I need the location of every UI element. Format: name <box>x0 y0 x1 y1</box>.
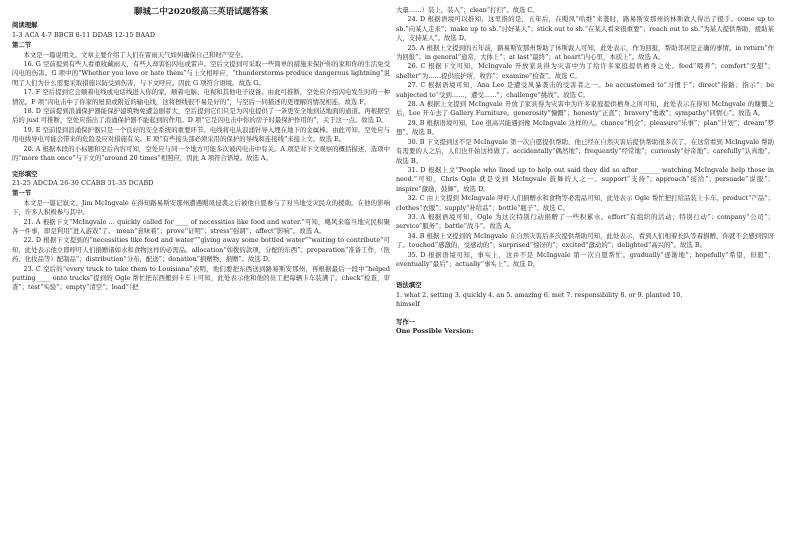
page-title: 聊城二中2020级高三英语试题答案 <box>133 7 269 17</box>
left-column <box>12 6 390 293</box>
reading-explanation-19: 19. E 空前提到浪涌保护器只是一个良好的安全系统的重要环节。电线将电从浪涌针导入埋在地下的金属棒。由此可知，空处应与用电线导电可能会带来的危险及应对措施有关。E 项“有些接头部必须采用的保护的导线和连接线”来接上文。故选 E。 <box>12 125 390 144</box>
part2-heading: 第二节 <box>12 41 32 50</box>
cloze-explanation-23-continued: 大量……）装上，装入”；clean“打扫”。故选 C。 <box>396 6 539 14</box>
reading-explanation-18: 18. D 空前提到浪涌保护器能保护建筑物免遭急剧者大，空后提到它们只是为闪电提供了一条更安全地到达地面的通道。再根据空后的 just 可推断，空处应指出了浪涌保护器不能起到的作用。D 项“它是闪电击中你的房子时最保护作用的”，关于这一点。故选 D。 <box>12 107 390 125</box>
reading-explanation-20: 20. A 根据本段的小标题和空后内容可知，空处应与同一个地方可能多次被闪电击中有关。A 项是对下文观察的概括描述，选项中的“more than once”与下文的“around 20 times”相照应，因此 A 项符合语境。故选 A。 <box>12 144 390 163</box>
reading-answers: 1-3 ACA 4-7 BBCB 8-11 DDAB 12-15 BAAD <box>12 30 156 39</box>
cloze-explanation-31: 31. D 根据上文“People who lined up to help out said they did so after ______ watching McIngvale help those in need.”可知，Chris Ogle 就是受到 McIngvale 鼓舞的人之一。support“支持”；approach“接洽”；persuade“说服”；inspire“激励，鼓舞”。故选 D。 <box>396 165 774 193</box>
cloze-explanation-30: 30. B 下文提到这不是 McIngvale 第一次自愿提供帮助，他已经在自然灾害后提供帮助很多次了。在这常看到 McIngvale 帮助有需要的人之后，人们也开始这样做了。accidentally“偶然地”；frequently“经常地”；curiously“好奇地”；carefully“认真地”。故选 B。 <box>396 137 774 165</box>
section-reading-heading: 阅读理解 <box>12 21 38 30</box>
section-cloze-heading: 完形填空 <box>12 169 38 178</box>
cloze-explanation-21: 21. A 根据下文“McIngvale … quickly called for ____ of necessities like food and water.”可知，飓风来临当地灾民积聚各一件事，即是利用“进入游戏”了。 mean“意味着”；prove“证明”；stress“强调”；affect“影响”。故选 A。 <box>12 217 390 235</box>
cloze-explanation-23: 23. C 空后的“every truck to take them to Louisiana”表明，他们要把东西送到路易斯安那州，再根据最后一段中“helped putting ____ onto trucks”提到的 Ogle 帮忙把东西搬到卡车上可知，此处表示他和他的员工把每辆卡车装满了。check“检查，审查”；test“实验”；empty“清空”；load“（把 <box>12 264 390 292</box>
cloze-explanation-25: 25. A 根据上文提到的五年前，路易斯安那州帮助了休斯敦人可知，此处表示，作为回报，帮助邻居是正确的事情。in return“作为回报”；in general“通常，大体上”；at last“最终”；at heart“内心里，本质上”。故选 A。 <box>396 43 774 62</box>
cloze-explanation-33: 33. A 根据语境可知，Ogle 为这次特别行动捐赠了一些积累水。effort“有组织的活动；特别行动”；company“公司”；service“服务”；battle“战斗”。故选 A。 <box>396 212 774 231</box>
section-grammar-heading: 语法填空 <box>396 281 422 290</box>
cloze-explanation-29: 29. B 根据语境可知，Lee 很高兴能遇到像 McIngvale 这样的人。chance“机会”；pleasure“乐事”；plan“计划”；dream“梦想”。故选 B。 <box>396 118 774 137</box>
cloze-explanation-35: 35. D 根据语境可知，事实上，这并不是 McIngvale 第一次自愿帮忙。gradually“逐渐地”；hopefully“希望，但愿”；eventually“最后”；actually“事实上”。故选 D。 <box>396 250 774 268</box>
cloze-explanation-24: 24. D 根据语境可以推知，这里指的是，五年后，在飓风“哈维”来袭时，路易斯安那州的林斯敦人得出了援手。come up to sb.“向某人走来”；make up to sb.“讨好某人”；stick out to sb.“在某人看来很重要”；reach out to sb.“为某人提供帮助，援助某人，支持某人”。故选 D。 <box>396 15 774 43</box>
cloze-explanation-27: 27. C 根据语境可知，Ana Lee 是遭受风暴袭击的受害者之一。be accustomed to“习惯于”；direct“指路；指示”；be subjected to“受到……，遭受……”；challenge“挑战”。故选 C。 <box>396 81 774 99</box>
reading-part2-intro: 本文是一篇说明文。文章主要介绍了人们在雷雨天气如何确保自己和财产安全。 <box>23 50 248 59</box>
grammar-answers-line-1: 1. what 2. setting 3. quickly 4. an 5. amazing 6. met 7. responsibility 8. or 9. planted 10. <box>396 290 683 299</box>
part1-heading: 第一节 <box>12 189 32 198</box>
section-writing-heading: 写作一 <box>396 317 416 326</box>
cloze-explanation-26: 26. C 根据下文可知，McIngvale 开放家具得为灾害中为了给许多家庭提供栖身之处。feed“喂养”；comfort“安慰”；shelter“为……提供庇护所，收容”；examine“检查”。故选 C。 <box>396 62 774 80</box>
cloze-explanation-32: 32. C 由上文提到 McIngvale 呼吁人们捐赠水和食物等必需品可知，此处表示 Ogle 帮忙把打给品装上卡车。product“产品”；clothes“衣服”；supply“补给品”；bottle“瓶子”。故选 C。 <box>396 194 774 212</box>
cloze-intro: 本文是一篇记叙文。Jim McIngvale 在得知路易斯安那州遭遇飓风侵袭之后被他自愿参与了对当地受灾民众的援助。在他的影响下，许多人积极参与其中。 <box>12 198 390 217</box>
cloze-explanation-22: 22. D 根据下文提到的“necessities like food and water”“giving away some bottled water”“waiting to contribute”可知，此处表示他立即呼吁人们捐赠诸如水和食物这样的必需品。allocation“如拨的款项，分配的东西”；preparation“准备工作，（医药、化妆品等）配制品”；distribution“分布，配送”；donation“捐赠物，捐赠”。故选 D。 <box>12 236 390 264</box>
grammar-answers-line-2: himself <box>396 300 420 309</box>
writing-version-label: One Possible Version: <box>396 327 474 335</box>
right-column <box>396 6 774 336</box>
cloze-answers: 21-25 ADCDA 26-30 CCABB 31-35 DCABD <box>12 178 154 187</box>
cloze-explanation-34: 34. B 根据上文提到的 McIngvale 在自然灾害后多次提供帮助可知，此处表示，看到人们相着长队等着捐赠，你就不会感到惊讶了。touched“感激的，受感动的”；surprised“惊讶的”；excited“激动的”；delighted“高兴的”。故选 B。 <box>396 231 774 250</box>
reading-explanation-17: 17. F 空后提到它会顺着电线或电话线进入你的家，顺着电脑、电视和其他电子设备。由此可推断，空处应介绍闪电发生时的一种情况。F 项“闪电击中了你家的屋顶或附近的输电线，这将擦线很不易是好的”，与空后一同描述的更理解的情况相连。故选 F。 <box>12 88 390 106</box>
cloze-explanation-28: 28. A 根据上文提到 McIngvale 开放了家具得为灾害中为许多家庭提供栖身之所可知，此处表示在得知 McIngvale 的慷慨之后，Lee 开车去了 Gallery Furniture。generosity“慷慨”；honesty“正直”；bravery“勇敢”；sympathy“同情心”。故选 A。 <box>396 100 774 118</box>
reading-explanation-16: 16. G 空前提到有些人看重收藏雨天，有些人却害怕闪电或雷声。空后文提到可采取一些简单的措施来保护你的家和你的生活免受闪电的伤害。G 项中的“Whether you love or hate them”与上文相呼应，“thunderstorms produce dangerous lightning”说明了人们为什么需要采取措施以防受到伤害，与下文呼应。因此 G 项符合语境。故选 G。 <box>12 60 390 87</box>
